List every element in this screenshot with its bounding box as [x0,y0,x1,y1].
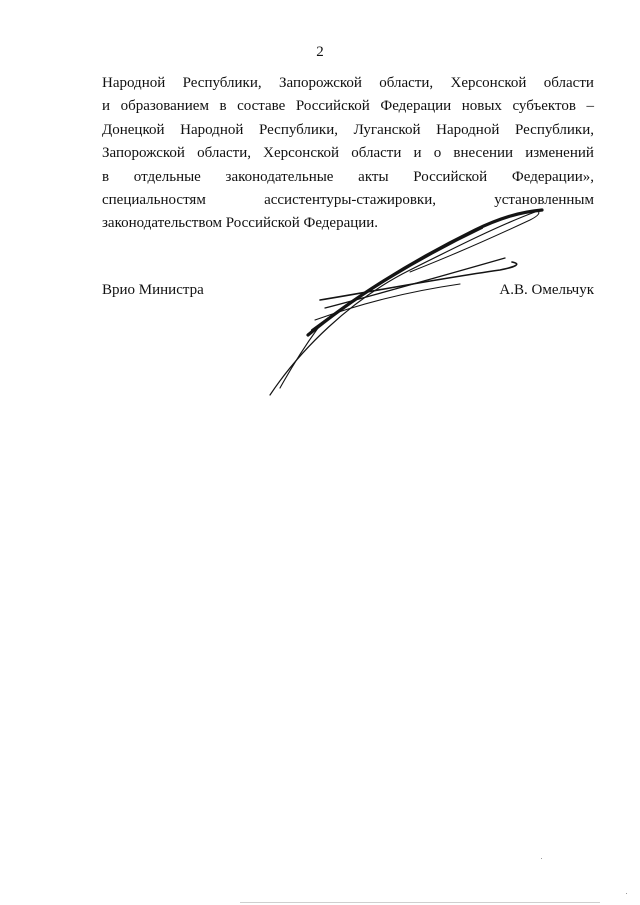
scan-bottom-edge [240,902,600,903]
word: составе [237,98,286,115]
word: области, [379,75,434,91]
word: Народной [436,121,500,138]
text-line-1 [102,72,594,95]
word: Республики, [259,121,338,138]
word: Российской [413,168,488,185]
word: области, [197,145,251,162]
scan-speck [626,893,627,894]
word: Херсонской [263,145,340,162]
word: Народной [102,75,166,91]
word: Запорожской [102,145,185,162]
word: законодательные [225,168,334,185]
word: Федерации», [511,168,594,185]
word: области [351,145,402,162]
word: специальностям [102,191,206,208]
word: внесении [453,145,514,162]
word: и [413,145,422,162]
word: Республики, [514,121,594,138]
word: Донецкой [102,121,165,138]
word: и [102,98,111,115]
text-line-2 [102,95,594,118]
word: отдельные [133,168,201,185]
word: образованием [120,98,209,115]
word: субъектов [512,98,576,115]
signatory-name: А.В. Омельчук [499,282,594,298]
scan-speck [541,858,542,859]
text-line-5 [102,166,594,189]
word: изменений [525,145,594,162]
signatory-position: Врио Министра [102,282,204,298]
text-line-3 [102,119,594,142]
word: о [433,145,442,162]
word: Федерации [380,98,452,115]
word: новых [461,98,502,115]
word: Херсонской [450,75,527,91]
word: Луганской [353,121,421,138]
word: установленным [494,191,594,208]
text-line-7: законодательством Российской Федерации. [102,215,379,232]
word: Республики, [182,75,262,91]
word: Российской [295,98,370,115]
word: в [102,168,110,185]
word: – [586,98,594,115]
handwritten-signature [260,200,560,410]
word: Народной [180,121,244,138]
word: Запорожской [278,75,362,91]
word: в [219,98,227,115]
word: ассистентуры-стажировки, [264,191,436,208]
page-number: 2 [316,44,324,60]
word: акты [358,168,389,185]
text-line-4 [102,142,594,165]
word: области [543,75,594,91]
